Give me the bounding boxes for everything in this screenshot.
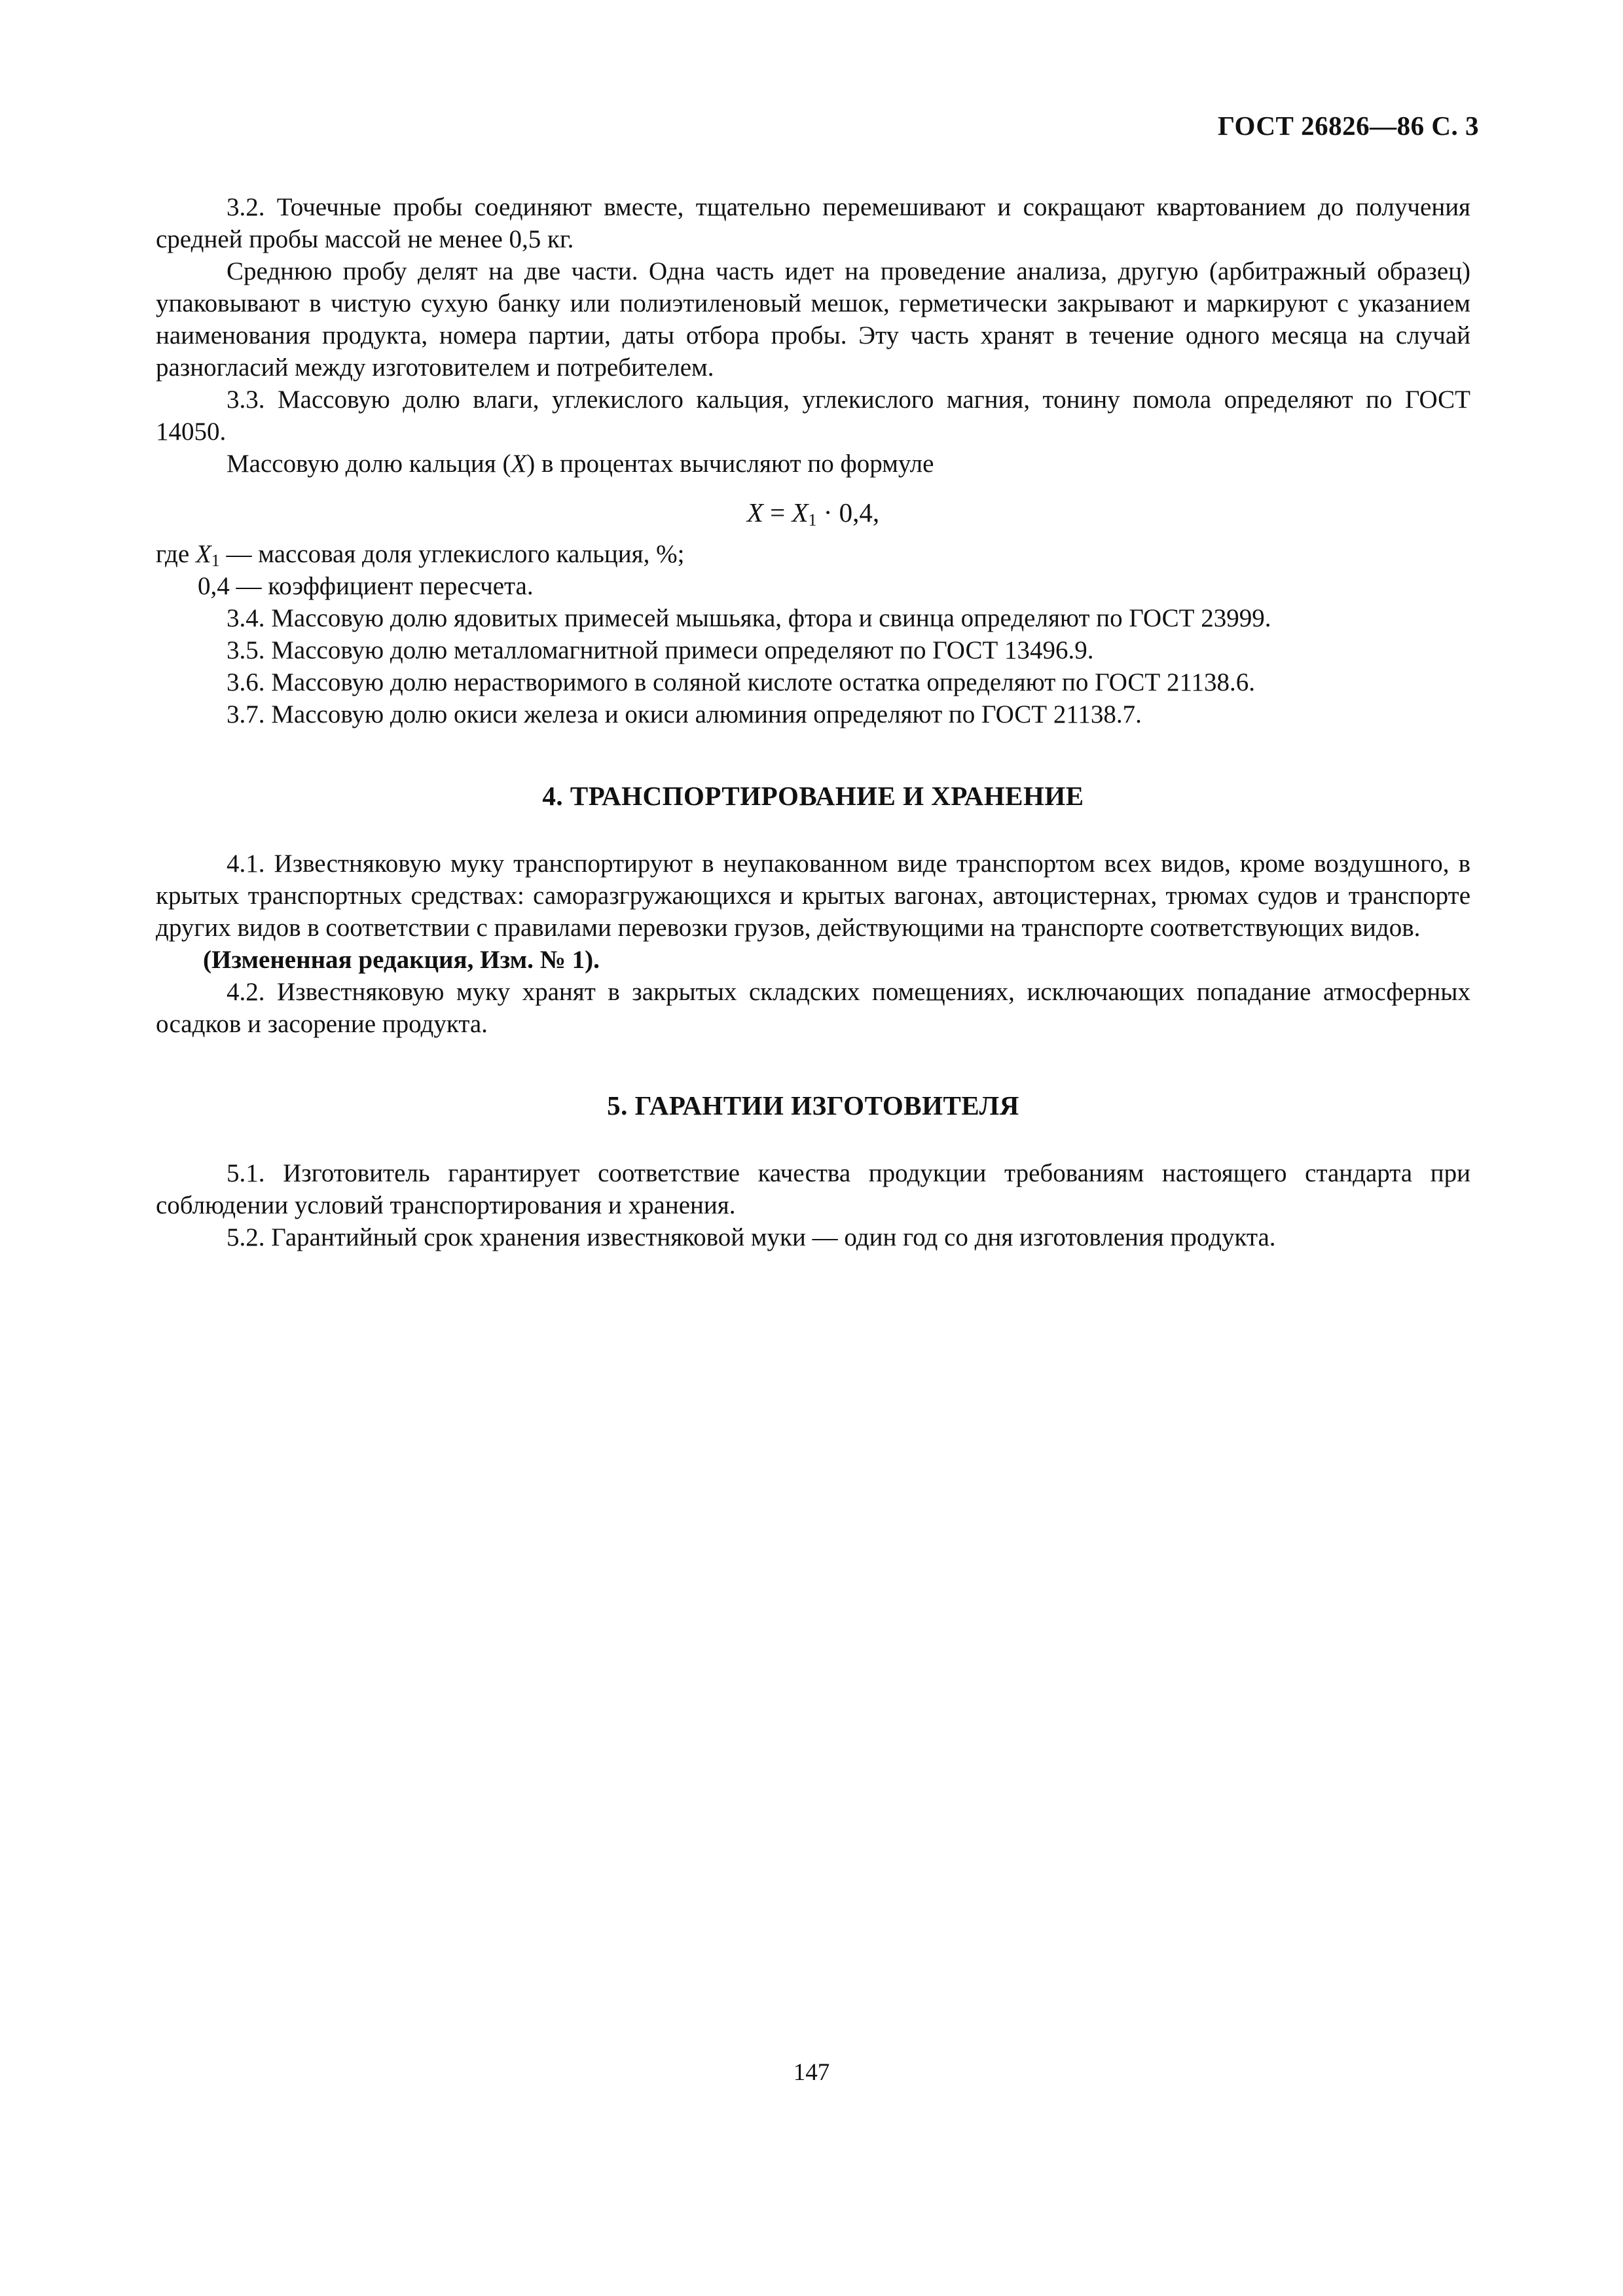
paragraph-4-2: 4.2. Известняковую муку хранят в закрытых складских помещениях, исключающих попадание атмосферных осадков и засорение продукта. xyxy=(156,978,1470,1038)
paragraph-4-1: 4.1. Известняковую муку транспортируют в неупакованном виде транспортом всех видов, кроме воздушного, в крытых транспортных средствах: саморазгружающихся и крытых вагонах, автоцистернах, трюмах судов и транспорте других видов в соответствии с правилами перевозки грузов, действующими на транспорте соответствующих видов. xyxy=(156,850,1470,942)
page-number: 147 xyxy=(793,2059,830,2086)
section-4-title: 4. ТРАНСПОРТИРОВАНИЕ И ХРАНЕНИЕ xyxy=(542,781,1084,811)
page-header: ГОСТ 26826—86 С. 3 xyxy=(1217,111,1479,141)
document-body xyxy=(156,191,1470,1253)
calcium-formula: $X = X_1 \cdot 0,4$, xyxy=(746,497,880,529)
paragraph-calcium-formula-intro: Массовую долю кальция (X) в процентах вычисляют по формуле xyxy=(227,450,934,478)
paragraph-3-2: 3.2. Точечные пробы соединяют вместе, тщательно перемешивают и сокращают квартованием до получения средней пробы массой не менее 0,5 кг. xyxy=(156,193,1470,253)
paragraph-3-2-sample: Среднюю пробу делят на две части. Одна часть идет на проведение анализа, другую (арбитражный образец) упаковывают в чистую сухую банку или полиэтиленовый мешок, герметически закрывают и маркируют с указанием наименования продукта, номера партии, даты отбора пробы. Эту часть хранят в течение одного месяца на случай разногласий между изготовителем и потребителем. xyxy=(156,257,1470,382)
formula-where-line: где $X_1$ — массовая доля углекислого кальция, %; xyxy=(156,540,685,570)
section-5-title: 5. ГАРАНТИИ ИЗГОТОВИТЕЛЯ xyxy=(607,1090,1019,1121)
paragraph-3-5: 3.5. Массовую долю металломагнитной примеси определяют по ГОСТ 13496.9. xyxy=(227,636,1094,664)
paragraph-3-6: 3.6. Массовую долю нерастворимого в соляной кислоте остатка определяют по ГОСТ 21138.6. xyxy=(227,668,1256,696)
paragraph-5-2: 5.2. Гарантийный срок хранения известняковой муки — один год со дня изготовления продукта. xyxy=(227,1223,1276,1251)
paragraph-3-3: 3.3. Массовую долю влаги, углекислого кальция, углекислого магния, тонину помола определяют по ГОСТ 14050. xyxy=(156,386,1470,446)
formula-coefficient-line: 0,4 — коэффициент пересчета. xyxy=(198,572,534,600)
amendment-note: (Измененная редакция, Изм. № 1). xyxy=(203,946,600,974)
paragraph-3-4: 3.4. Массовую долю ядовитых примесей мышьяка, фтора и свинца определяют по ГОСТ 23999. xyxy=(227,604,1271,632)
paragraph-3-7: 3.7. Массовую долю окиси железа и окиси алюминия определяют по ГОСТ 21138.7. xyxy=(227,700,1142,728)
paragraph-5-1: 5.1. Изготовитель гарантирует соответствие качества продукции требованиям настоящего стандарта при соблюдении условий транспортирования и хранения. xyxy=(156,1159,1470,1219)
